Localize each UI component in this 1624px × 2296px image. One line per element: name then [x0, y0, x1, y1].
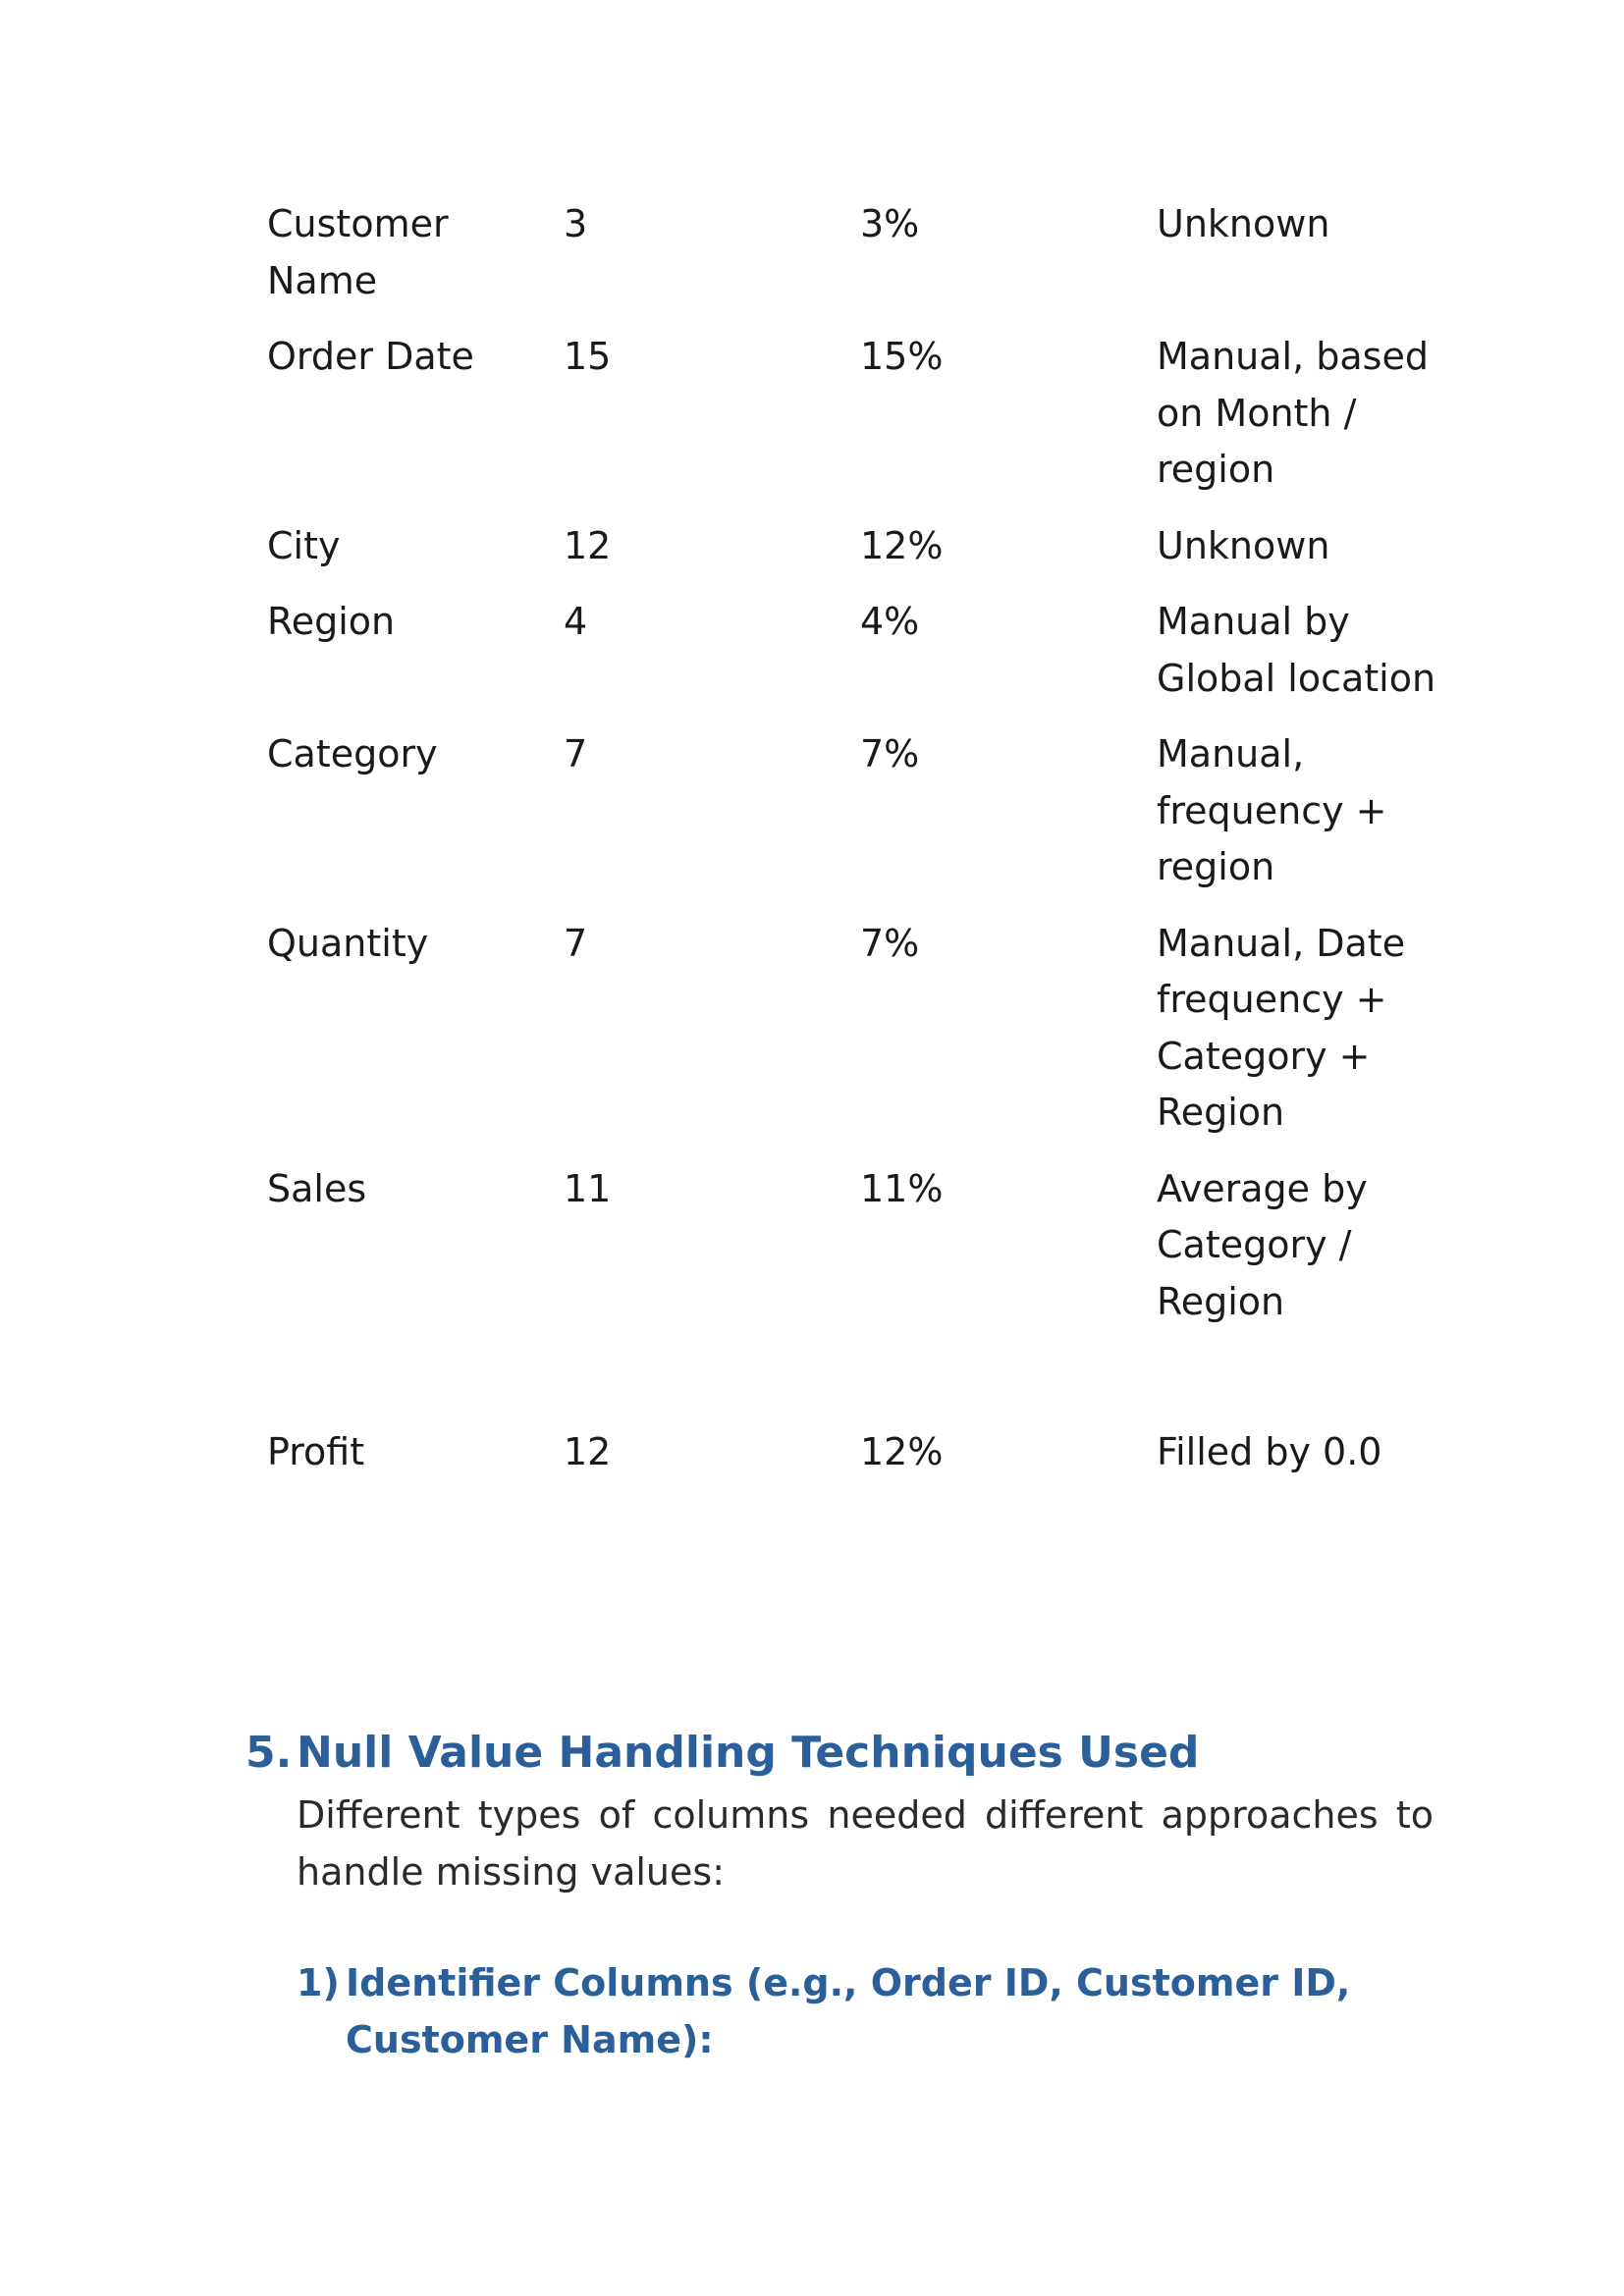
null-handling-section: [245, 1723, 1434, 2068]
cell-null-count: 15: [564, 335, 612, 378]
section-title: Null Value Handling Techniques Used: [297, 1728, 1200, 1778]
cell-column-name: Region: [267, 600, 396, 643]
null-values-table: [267, 196, 1441, 1501]
cell-null-percent: 7%: [860, 921, 920, 965]
cell-column-name: Quantity: [267, 921, 429, 965]
cell-null-percent: 12%: [860, 1430, 944, 1473]
subsection-heading: [297, 1955, 1434, 2068]
cell-column-name: Customer Name: [267, 202, 449, 302]
cell-column-name: City: [267, 523, 341, 567]
table-row: [267, 329, 1441, 518]
cell-handling-method: Manual, frequency + region: [1157, 732, 1387, 888]
cell-null-count: 12: [564, 1430, 612, 1473]
section-number: 5.: [245, 1728, 293, 1778]
table-row: [267, 726, 1441, 916]
cell-null-percent: 4%: [860, 600, 920, 643]
cell-handling-method: Unknown: [1157, 202, 1330, 245]
table-row: [267, 1424, 1441, 1501]
cell-null-percent: 7%: [860, 732, 920, 775]
subsection-title: Identifier Columns (e.g., Order ID, Customer ID, Customer Name):: [346, 1961, 1351, 2061]
cell-null-percent: 3%: [860, 202, 920, 245]
cell-null-count: 7: [564, 921, 588, 965]
cell-null-count: 12: [564, 523, 612, 567]
cell-column-name: Profit: [267, 1430, 365, 1473]
cell-column-name: Sales: [267, 1166, 367, 1210]
table-row: [267, 196, 1441, 329]
cell-handling-method: Manual, based on Month / region: [1157, 335, 1429, 491]
cell-handling-method: Manual by Global location: [1157, 600, 1436, 700]
cell-handling-method: Average by Category / Region: [1157, 1166, 1368, 1323]
cell-handling-method: Unknown: [1157, 523, 1330, 567]
table-row: [267, 1161, 1441, 1425]
cell-null-percent: 12%: [860, 523, 944, 567]
cell-column-name: Category: [267, 732, 438, 775]
cell-null-count: 11: [564, 1166, 612, 1210]
table-row: [267, 594, 1441, 726]
table-row: [267, 518, 1441, 595]
cell-handling-method: Filled by 0.0: [1157, 1430, 1382, 1473]
section-heading: [245, 1723, 1434, 1784]
subsection-number: 1): [297, 1961, 340, 2004]
cell-null-count: 3: [564, 202, 588, 245]
cell-null-percent: 11%: [860, 1166, 944, 1210]
cell-column-name: Order Date: [267, 335, 474, 378]
cell-null-percent: 15%: [860, 335, 944, 378]
section-paragraph: Different types of columns needed different approaches to handle missing values:: [297, 1793, 1434, 1894]
cell-null-count: 4: [564, 600, 588, 643]
table-row: [267, 916, 1441, 1161]
cell-handling-method: Manual, Date frequency + Category + Region: [1157, 921, 1406, 1134]
cell-null-count: 7: [564, 732, 588, 775]
